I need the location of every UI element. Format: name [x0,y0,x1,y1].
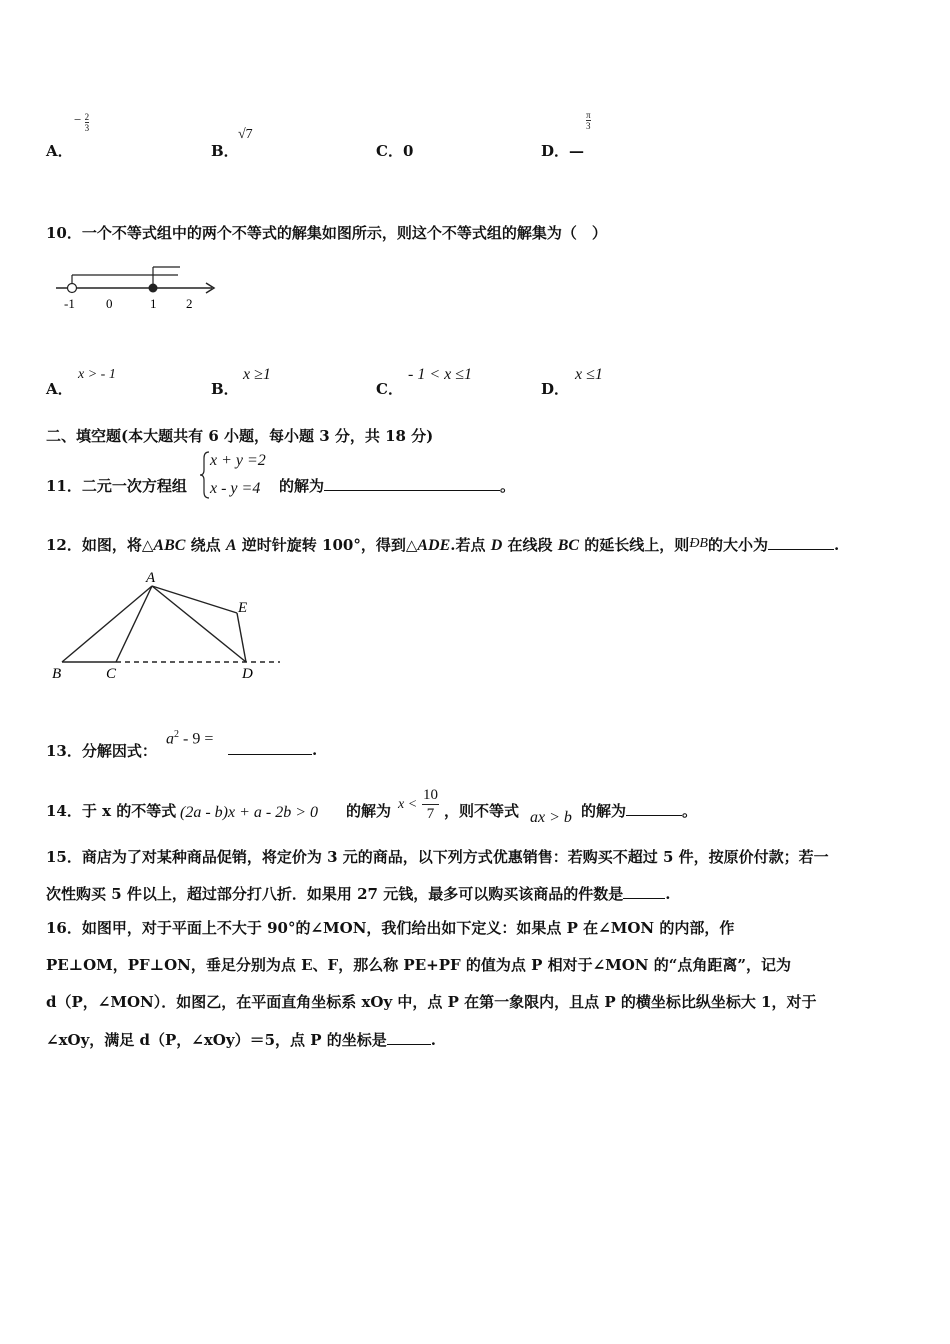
label-c: C [106,666,117,682]
q9-option-d-num: π [586,110,591,120]
q10-option-b-label: B． [211,380,239,398]
answer-blank-15[interactable] [623,884,665,899]
q14-frac-den: 7 [426,806,435,822]
q12-t2: 绕点 [185,536,226,554]
label-d: D [242,666,253,682]
q11-prefix: 11．二元一次方程组 [46,477,187,495]
q9-option-a-sign: − [74,112,82,128]
q10-option-d-label: D． [541,380,570,398]
q10-option-b-expr: x ≥1 [243,366,271,383]
open-point [68,284,77,293]
q13-prefix: 13．分解因式： [46,742,157,760]
q9-option-d-label: D． [541,142,570,160]
label-a: A [146,570,156,586]
q11-end: 。 [500,477,516,495]
q11-equation-1: x + y =2 [210,452,266,469]
q16-line-3: d（P，∠MON）．如图乙，在平面直角坐标系 xOy 中，点 P 在第一象限内，且点 P 的横坐标比纵坐标大 1，对于 [46,993,817,1011]
q15-end: . [665,885,671,903]
tick-label-0: 0 [106,296,113,311]
q13-rest: - 9 = [179,730,214,748]
q13-expression [166,729,213,748]
q9-option-a [46,140,73,161]
q10-option-d-expr: x ≤1 [575,366,603,383]
answer-blank-12[interactable] [768,535,834,550]
q14-inequality: (2a - b)x + a - 2b > 0 [180,804,319,821]
q14-solution-lhs: x < [398,797,418,812]
q14-frac-num: 10 [423,787,438,803]
q14-prefix: 14．于 x 的不等式 [46,802,177,820]
q14-mid: 的解为 [346,802,392,820]
q9-option-a-den: 3 [84,123,90,133]
q12-t4: .若点 [450,536,491,554]
tick-label-1: 1 [150,296,157,311]
q13-exponent: 2 [174,729,179,740]
q10-stem: 10．一个不等式组中的两个不等式的解集如图所示，则这个不等式组的解集为（ ） [46,224,607,242]
q14-inequality-2: ax > b [530,809,572,826]
q16-line-4 [46,1029,436,1050]
q11-suffix-text: 的解为 [279,477,325,495]
tick-label-2: 2 [186,296,193,311]
q12-abc: ABC [153,537,186,554]
answer-blank-14[interactable] [626,801,682,816]
q9-option-d [541,140,584,161]
q9-option-c-value: 0 [402,142,414,160]
segment-ae [152,586,237,613]
q16-line-1: 16．如图甲，对于平面上不大于 90°的∠MON，我们给出如下定义：如果点 P 在∠MON 的内部，作 [46,919,735,937]
q15-line-1: 15．商店为了对某种商品促销，将定价为 3 元的商品，以下列方式优惠销售：若购买不超过 5 件，按原价付款；若一 [46,848,829,866]
q12-stem [46,534,839,555]
q10-option-c-expr: - 1 < x ≤1 [408,366,473,383]
q12-angle: ÐB [689,536,708,551]
q9-option-b-label: B． [211,142,239,160]
q9-option-b [211,140,239,161]
q9-option-a-label: A． [46,142,73,160]
label-e: E [238,600,248,616]
q9-option-a-value [74,112,89,133]
q9-option-d-den: 3 [586,121,591,131]
q16-end: . [430,1031,436,1049]
section-heading: 二、填空题(本大题共有 6 小题，每小题 3 分，共 18 分) [46,427,434,445]
q14-fraction [422,786,439,823]
q12-t7: 的大小为 [707,536,768,554]
q16-line-2: PE⊥OM，PF⊥ON，垂足分别为点 E、F，那么称 PE+PF 的值为点 P 相对于∠MON 的“点角距离”，记为 [46,956,792,974]
q9-option-b-value: √7 [238,127,253,142]
segment-ad [152,586,246,662]
closed-point [149,284,158,293]
segment-ab [62,586,152,662]
q10-option-c-label: C． [376,380,403,398]
q9-option-c [376,140,413,161]
q14-suffix [581,800,697,821]
q9-option-d-dash: — [569,142,585,160]
segment-ed [237,613,246,662]
q12-end: . [834,536,840,554]
q12-t3: 逆时针旋转 100°，得到△ [236,536,418,554]
q15-line-2-text: 次性购买 5 件以上，超过部分打八折．如果用 27 元钱，最多可以购买该商品的件数是 [46,885,624,903]
q10-option-a-expr: x > - 1 [78,367,116,382]
answer-blank-13[interactable] [228,740,312,755]
label-b: B [52,666,62,682]
q15-line-2 [46,883,670,904]
q14-suffix-text: 的解为 [581,802,627,820]
q16-line-4-text: ∠xOy，满足 d（P，∠xOy）＝5，点 P 的坐标是 [46,1031,387,1049]
q12-t1: 12．如图，将△ [46,536,154,554]
q12-figure [44,566,289,686]
segment-ac [116,586,152,662]
q12-t5: 在线段 [502,536,558,554]
q13-end: . [312,741,318,759]
q9-option-d-fraction [586,110,591,131]
q14-end: 。 [682,802,698,820]
q10-option-a-label: A． [46,380,73,398]
answer-blank-11[interactable] [324,476,500,491]
tick-label-neg1: -1 [64,296,75,311]
q9-option-c-label: C． [376,142,403,160]
q14-mid2: ，则不等式 [444,802,520,820]
q12-t6: 的延长线上，则 [579,536,690,554]
q12-d: D [490,537,503,554]
q12-a: A [225,537,237,554]
q13-answer [228,740,317,759]
answer-blank-16[interactable] [387,1030,431,1045]
q11-suffix [279,475,515,496]
q10-number-line [52,262,222,314]
q13-base: a [166,730,174,748]
q12-bc: BC [557,537,580,554]
q11-equation-2: x - y =4 [210,480,261,497]
q9-option-a-num: 2 [84,112,90,122]
q12-ade: ADE [417,537,451,554]
